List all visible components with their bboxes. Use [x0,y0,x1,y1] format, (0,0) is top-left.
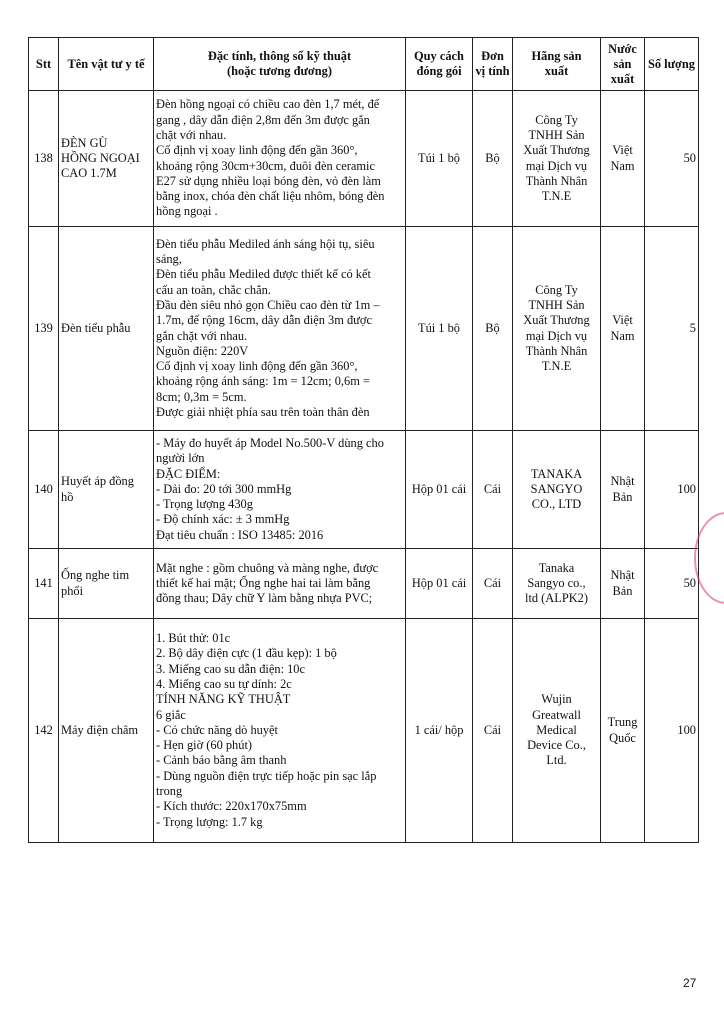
equipment-table [28,37,699,843]
row-spec-line: - Hẹn giờ (60 phút) [156,738,253,753]
row-spec-line: Cố định vị xoay linh động đến gần 360°, [156,359,358,374]
row-unit-line: Cái [483,575,502,590]
row-manufacturer-line: CO., LTD [531,497,582,512]
row-spec-line: E27 sử dụng nhiều loại bóng đèn, vỏ đèn làm [156,173,381,188]
row-manufacturer [513,619,601,843]
row-unit [473,431,513,549]
row-manufacturer-line: TNHH Sản [528,297,585,312]
row-manufacturer-line: Device Co., [527,738,586,753]
row-item-name-line: hồ [61,489,74,504]
header-name: Tên vật tư y tế [59,38,154,91]
row-spec-line: đồng thau; Dây chữ Y làm bằng nhựa PVC; [156,591,373,606]
row-item-name-line: Huyết áp đồng [61,474,134,489]
row-item-name-line: Đèn tiểu phẫu [61,320,131,335]
row-spec [154,91,406,227]
row-item-name [59,619,154,843]
row-spec-line: - Trọng lượng: 1.7 kg [156,814,263,829]
row-packaging [406,227,473,431]
row-country-line: Trung [607,715,638,730]
row-manufacturer [513,227,601,431]
row-item-name-line: HỒNG NGOẠI [61,150,140,165]
row-spec [154,549,406,619]
row-spec-line: bằng inox, chóa đèn chất liệu nhôm, bóng đèn [156,189,385,204]
header-country: Nước sản xuất [601,38,645,91]
row-country [601,549,645,619]
row-spec-line: - Kích thước: 220x170x75mm [156,799,307,814]
row-spec-line: Nguồn điện: 220V [156,343,249,358]
row-manufacturer-line: TNHH Sản [528,127,585,142]
row-packaging-line: Hộp 01 cái [411,481,467,496]
row-packaging-line: Túi 1 bộ [418,150,460,165]
row-manufacturer-line: T.N.E [541,189,572,204]
header-unit: Đơn vị tính [473,38,513,91]
row-spec-line: - Trọng lượng 430g [156,497,253,512]
row-manufacturer-line: SANGYO [530,481,583,496]
row-spec-line: Đạt tiêu chuẩn : ISO 13485: 2016 [156,527,324,542]
row-spec-line: Đèn tiểu phẫu Mediled ánh sáng hội tụ, siêu [156,236,375,251]
row-packaging-line: Hộp 01 cái [411,575,467,590]
row-country-line: Nhật [610,568,635,583]
row-item-name-line: phổi [61,583,84,598]
row-spec-line: ĐẶC ĐIỂM: [156,466,221,481]
table-row [29,549,699,619]
row-spec-line: 4. Miếng cao su tự dính: 2c [156,676,292,691]
row-unit [473,91,513,227]
header-stt: Stt [29,38,59,91]
row-packaging [406,619,473,843]
row-spec-line: 8cm; 0,3m = 5cm. [156,389,247,404]
row-spec-line: - Dải đo: 20 tới 300 mmHg [156,481,292,496]
row-packaging [406,431,473,549]
row-spec-line: 2. Bộ dây điện cực (1 đầu kẹp): 1 bộ [156,646,337,661]
header-maker: Hãng sản xuất [513,38,601,91]
row-spec-line: - Độ chính xác: ± 3 mmHg [156,512,290,527]
row-item-name-line: Máy điện châm [61,722,139,737]
row-manufacturer [513,431,601,549]
row-manufacturer-line: mại Dịch vụ [525,328,588,343]
row-manufacturer [513,549,601,619]
header-qty: Số lượng [645,38,699,91]
row-spec-line: 3. Miếng cao su dẫn điện: 10c [156,661,305,676]
row-manufacturer-line: Công Ty [535,112,578,127]
row-item-name [59,431,154,549]
table-header-row [29,38,699,91]
row-country-line: Việt [612,143,633,158]
row-spec [154,227,406,431]
row-stt: 139 [29,227,59,431]
row-item-name-line: CAO 1.7M [61,166,117,181]
row-quantity: 100 [645,431,699,549]
row-manufacturer-line: Greatwall [532,707,581,722]
row-manufacturer-line: Wujin [541,692,572,707]
row-country-line: Quốc [609,730,636,745]
row-spec-line: cấu an toàn, chắc chắn. [156,282,271,297]
row-spec-line: sáng, [156,252,182,267]
header-pack: Quy cách đóng gói [406,38,473,91]
row-item-name-line: ĐÈN GÙ [61,135,108,150]
row-packaging [406,91,473,227]
row-stt: 142 [29,619,59,843]
row-spec-line: gang , dây dẫn điện 2,8m đến 3m được gắn [156,112,370,127]
row-stt: 140 [29,431,59,549]
row-unit-line: Bộ [485,150,500,165]
row-spec [154,619,406,843]
row-item-name [59,91,154,227]
row-item-name-line: Ống nghe tim [61,568,130,583]
row-country [601,227,645,431]
row-spec-line: TÍNH NĂNG KỸ THUẬT [156,692,291,707]
row-manufacturer-line: Sangyo co., [527,575,586,590]
row-manufacturer-line: mại Dịch vụ [525,158,588,173]
row-quantity: 50 [645,91,699,227]
page-number: 27 [683,976,697,990]
row-country [601,431,645,549]
row-manufacturer-line: Thành Nhân [525,343,588,358]
row-spec-line: Đầu đèn siêu nhỏ gọn Chiều cao đèn từ 1m – [156,297,380,312]
row-spec-line: 1. Bút thử: 01c [156,631,231,646]
row-quantity: 5 [645,227,699,431]
row-quantity: 100 [645,619,699,843]
row-manufacturer-line: Tanaka [538,560,575,575]
row-country-line: Việt [612,313,633,328]
row-spec-line: - Có chức năng dò huyệt [156,722,278,737]
row-country-line: Bản [612,583,633,598]
row-spec-line: Được giải nhiệt phía sau trên toàn thân đèn [156,404,370,419]
row-manufacturer-line: TANAKA [530,466,583,481]
row-spec-line: thiết kế hai mặt; Ống nghe hai tai làm bằng [156,575,371,590]
table-row [29,91,699,227]
row-unit [473,549,513,619]
row-packaging-line: 1 cái/ hộp [414,722,464,737]
row-quantity: 50 [645,549,699,619]
row-spec-line: Đèn tiểu phẫu Mediled được thiết kế có kết [156,267,371,282]
row-country [601,91,645,227]
row-spec-line: người lớn [156,451,205,466]
row-spec-line: hồng ngoại . [156,204,218,219]
table-row [29,619,699,843]
row-spec-line: 1.7m, đế rộng 16cm, dây dẫn điện 3m được [156,313,372,328]
row-spec-line: trong [156,784,183,799]
row-unit-line: Cái [483,481,502,496]
row-unit [473,619,513,843]
row-manufacturer-line: Xuất Thương [523,143,590,158]
row-spec-line: Đèn hồng ngoại có chiều cao đèn 1,7 mét, đế [156,97,380,112]
row-spec-line: chặt với nhau. [156,127,227,142]
row-unit [473,227,513,431]
row-packaging [406,549,473,619]
row-spec-line: khoảng rộng ánh sáng: 1m = 12cm; 0,6m = [156,374,370,389]
row-manufacturer-line: T.N.E [541,359,572,374]
row-spec-line: Cố định vị xoay linh động đến gần 360°, [156,143,358,158]
row-manufacturer-line: Công Ty [535,282,578,297]
table-row [29,227,699,431]
row-spec-line: gắn chặt với nhau. [156,328,248,343]
row-packaging-line: Túi 1 bộ [418,320,460,335]
row-unit-line: Bộ [485,320,500,335]
row-country-line: Nam [610,158,635,173]
row-manufacturer-line: Xuất Thương [523,313,590,328]
table-row [29,431,699,549]
row-manufacturer-line: ltd (ALPK2) [525,591,588,606]
row-manufacturer-line: Medical [536,722,577,737]
row-spec-line: Mặt nghe : gồm chuông và màng nghe, được [156,560,379,575]
row-spec-line: - Cảnh báo bằng âm thanh [156,753,287,768]
row-spec [154,431,406,549]
row-spec-line: - Máy đo huyết áp Model No.500-V dùng cho [156,435,384,450]
row-country-line: Nam [610,328,635,343]
row-manufacturer [513,91,601,227]
row-country-line: Nhật [610,474,635,489]
header-spec: Đặc tính, thông số kỹ thuật (hoặc tương đương) [154,38,406,91]
row-country [601,619,645,843]
row-manufacturer-line: Ltd. [546,753,567,768]
row-country-line: Bản [612,489,633,504]
row-stt: 141 [29,549,59,619]
row-item-name [59,549,154,619]
row-stt: 138 [29,91,59,227]
row-spec-line: khoảng rộng 30cm+30cm, đuôi đèn ceramic [156,158,375,173]
row-manufacturer-line: Thành Nhân [525,173,588,188]
row-item-name [59,227,154,431]
row-spec-line: 6 giắc [156,707,186,722]
row-unit-line: Cái [483,722,502,737]
row-spec-line: - Dùng nguồn điện trực tiếp hoặc pin sạc lắp [156,768,377,783]
